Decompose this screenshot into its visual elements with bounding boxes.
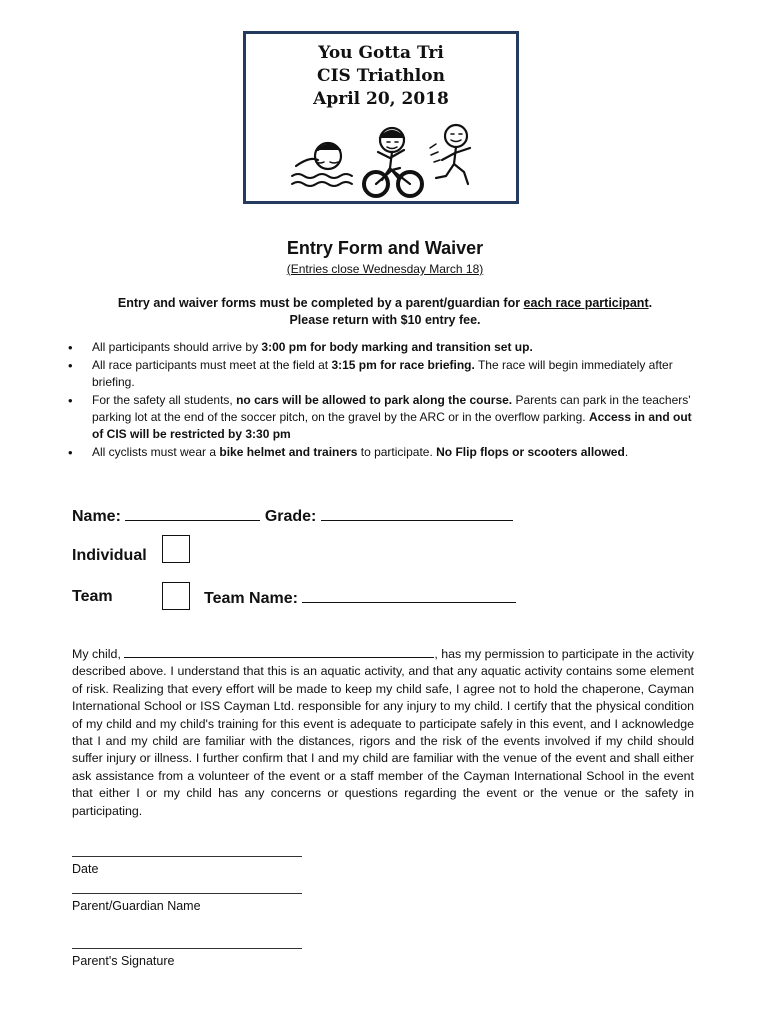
instruction-line1 [0, 296, 770, 310]
grade-label: Grade: [264, 508, 317, 525]
waiver-prefix: My child, [72, 647, 125, 661]
list-item [92, 339, 700, 356]
team-name-field [204, 588, 516, 608]
date-label: Date [72, 862, 99, 876]
event-title-line1: You Gotta Tri [318, 43, 444, 63]
team-name-label: Team Name: [204, 590, 298, 607]
parent-name-label: Parent/Guardian Name [72, 899, 201, 913]
name-field [72, 506, 513, 526]
individual-checkbox[interactable] [162, 535, 190, 563]
signature-label: Parent's Signature [72, 954, 175, 968]
date-input-line[interactable] [72, 856, 302, 857]
event-title-line2: CIS Triathlon [317, 66, 445, 86]
list-item [92, 357, 700, 391]
name-label: Name: [72, 508, 121, 525]
rule-text-rest: The race will begin immediately after briefing. [92, 358, 673, 389]
child-name-input-line[interactable] [124, 645, 434, 658]
triathlon-athletes-icon [286, 122, 486, 200]
rule-emphasis-2: No Flip flops or scooters allowed [436, 445, 625, 459]
rule-text-end: . [624, 445, 629, 459]
rule-emphasis: bike helmet and trainers [219, 445, 358, 459]
team-checkbox[interactable] [162, 582, 190, 610]
rule-emphasis: no cars will be allowed to park along the course. [236, 393, 513, 407]
rule-emphasis: 3:00 pm for body marking and transition set up. [261, 340, 533, 354]
rule-text: For the safety all students, [92, 393, 237, 407]
event-date: April 20, 2018 [313, 89, 449, 109]
instruction-line2: Please return with $10 entry fee. [289, 313, 481, 327]
instruction-text: Entry and waiver forms must be completed by a parent/guardian for [117, 296, 524, 310]
grade-input-line[interactable] [321, 506, 513, 521]
instruction-emphasis: each race participant [523, 296, 649, 310]
instruction-period: . [648, 296, 653, 310]
rules-list [92, 339, 700, 462]
parent-name-input-line[interactable] [72, 893, 302, 894]
individual-label: Individual [72, 547, 147, 564]
signature-input-line[interactable] [72, 948, 302, 949]
rule-text-rest: Parents can park in the teachers' parking lot at the end of the soccer pitch, on the gravel by the ARC or in the overflow parking. [92, 393, 691, 424]
rule-text: All race participants must meet at the field at [92, 358, 332, 372]
waiver-body: , has my permission to participate in the activity described above. I understand that this is an aquatic activity, and that any aquatic activity contains some element of risk. Realizing that every effort will be made to keep my child safe, I agree not to hold the chaperone, Cayman International School or ISS Cayman Ltd. responsible for any injury to my child. I certify that the physical condition of my child and my child's training for this event is adequate to participate safely in this event, and I acknowledge that I and my child are familiar with the distances, rigors and the risk of the events involved if my child should suffer injury or illness. I further confirm that I and my child are familiar with the venue of the event and shall either ask assistance from a volunteer of the event or a staff member of the Cayman International School in the event that either I or my child has any concerns or questions regarding the event or the venue or the safety in participating. [72, 647, 695, 818]
waiver-paragraph [72, 645, 694, 820]
rule-text-mid: to participate. [357, 445, 437, 459]
rule-emphasis: 3:15 pm for race briefing. [331, 358, 475, 372]
entries-deadline: (Entries close Wednesday March 18) [286, 262, 484, 276]
rule-text: All participants should arrive by [92, 340, 262, 354]
form-title: Entry Form and Waiver [286, 238, 484, 258]
team-name-input-line[interactable] [302, 588, 516, 603]
list-item [92, 392, 700, 443]
list-item [92, 444, 700, 461]
rule-text: All cyclists must wear a [92, 445, 220, 459]
name-input-line[interactable] [125, 506, 260, 521]
team-label: Team [72, 588, 113, 605]
rule-emphasis-2: Access in and out of CIS will be restricted by 3:30 pm [92, 410, 692, 441]
event-header-box [243, 31, 519, 204]
